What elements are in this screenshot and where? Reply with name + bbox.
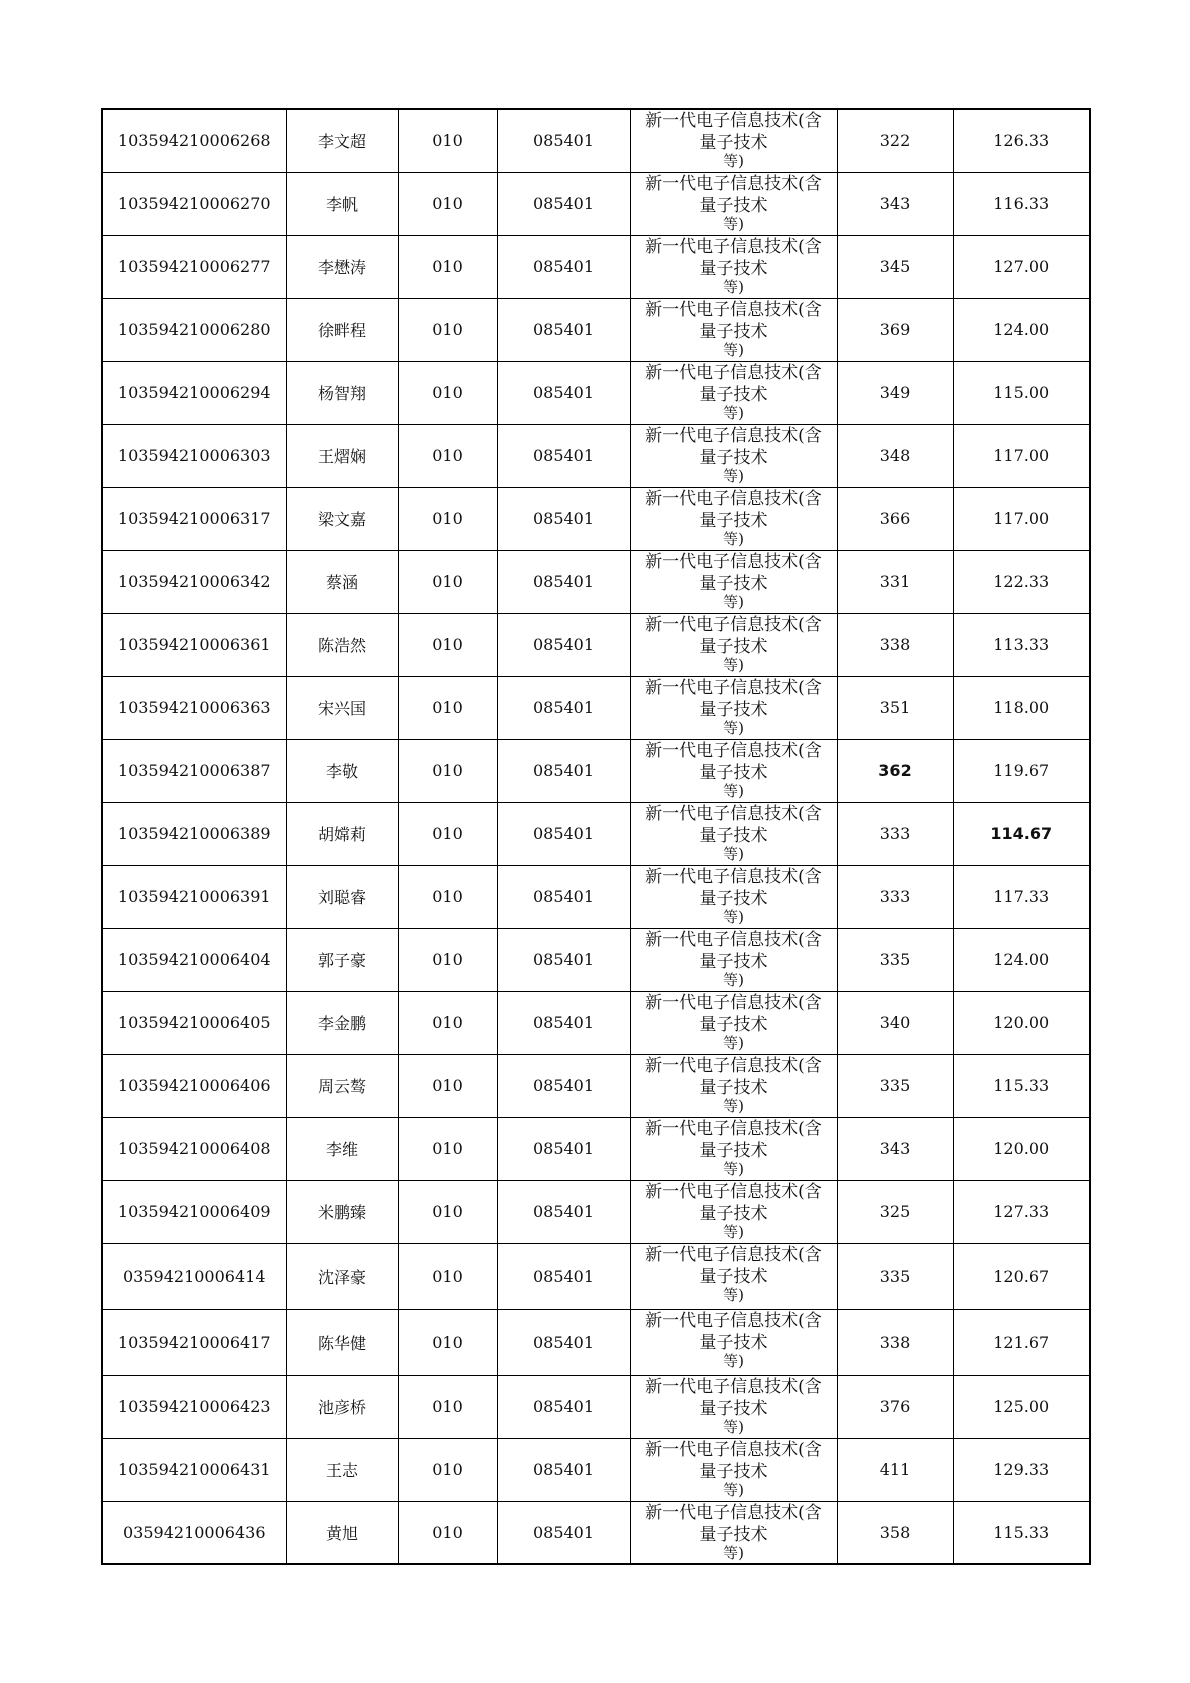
department-code-cell: 010 xyxy=(398,424,497,487)
major-name-cell xyxy=(630,865,837,928)
table-row xyxy=(102,1309,1090,1375)
candidate-name-cell: 李帆 xyxy=(286,172,398,235)
department-code-cell: 010 xyxy=(398,550,497,613)
candidate-id-cell: 103594210006294 xyxy=(102,361,286,424)
total-score-cell: 333 xyxy=(837,802,953,865)
candidate-id-cell: 103594210006361 xyxy=(102,613,286,676)
table-row xyxy=(102,172,1090,235)
candidate-id-cell: 103594210006389 xyxy=(102,802,286,865)
subject-score-cell: 120.00 xyxy=(953,991,1090,1054)
department-code-cell: 010 xyxy=(398,1243,497,1309)
major-name-line: 量子技术 xyxy=(699,258,768,279)
major-name-line: 等) xyxy=(723,466,744,485)
total-score-cell: 331 xyxy=(837,550,953,613)
candidate-id-cell: 103594210006280 xyxy=(102,298,286,361)
subject-score-cell: 121.67 xyxy=(953,1309,1090,1375)
major-name-line: 量子技术 xyxy=(699,762,768,783)
major-code-cell: 085401 xyxy=(497,739,630,802)
major-name-cell xyxy=(630,1438,837,1501)
major-name-cell xyxy=(630,1117,837,1180)
subject-score-cell: 120.67 xyxy=(953,1243,1090,1309)
candidate-name-cell: 蔡涵 xyxy=(286,550,398,613)
department-code-cell: 010 xyxy=(398,172,497,235)
subject-score-cell: 126.33 xyxy=(953,109,1090,172)
candidate-name-cell: 池彦桥 xyxy=(286,1375,398,1438)
candidate-id-cell: 103594210006303 xyxy=(102,424,286,487)
total-score-cell: 358 xyxy=(837,1501,953,1564)
major-name-line: 等) xyxy=(723,1480,744,1499)
department-code-cell: 010 xyxy=(398,1054,497,1117)
candidate-name-cell: 梁文嘉 xyxy=(286,487,398,550)
major-code-cell: 085401 xyxy=(497,1180,630,1243)
major-code-cell: 085401 xyxy=(497,424,630,487)
total-score-cell: 376 xyxy=(837,1375,953,1438)
table-row xyxy=(102,550,1090,613)
department-code-cell: 010 xyxy=(398,1501,497,1564)
major-name-cell xyxy=(630,1501,837,1564)
major-name-cell xyxy=(630,991,837,1054)
candidate-id-cell: 03594210006436 xyxy=(102,1501,286,1564)
major-name-line: 新一代电子信息技术(含 xyxy=(645,866,822,887)
major-code-cell: 085401 xyxy=(497,613,630,676)
major-name-line: 等) xyxy=(723,1543,744,1562)
candidate-name-cell: 李文超 xyxy=(286,109,398,172)
major-name-line: 等) xyxy=(723,844,744,863)
department-code-cell: 010 xyxy=(398,613,497,676)
subject-score-cell: 117.00 xyxy=(953,424,1090,487)
major-name-line: 新一代电子信息技术(含 xyxy=(645,111,822,131)
candidate-name-cell: 李敬 xyxy=(286,739,398,802)
major-name-line: 等) xyxy=(723,1351,744,1370)
major-name-line: 等) xyxy=(723,1417,744,1436)
major-code-cell: 085401 xyxy=(497,1309,630,1375)
subject-score-cell: 129.33 xyxy=(953,1438,1090,1501)
major-code-cell: 085401 xyxy=(497,361,630,424)
total-score-cell: 343 xyxy=(837,172,953,235)
major-name-line: 量子技术 xyxy=(699,321,768,342)
major-name-cell xyxy=(630,928,837,991)
major-name-line: 等) xyxy=(723,152,744,170)
candidate-name-cell: 王熠娴 xyxy=(286,424,398,487)
department-code-cell: 010 xyxy=(398,235,497,298)
major-name-line: 等) xyxy=(723,970,744,989)
total-score-cell: 369 xyxy=(837,298,953,361)
major-name-line: 等) xyxy=(723,1033,744,1052)
department-code-cell: 010 xyxy=(398,361,497,424)
table-row xyxy=(102,991,1090,1054)
total-score-cell: 340 xyxy=(837,991,953,1054)
total-score-cell: 349 xyxy=(837,361,953,424)
table-row xyxy=(102,361,1090,424)
department-code-cell: 010 xyxy=(398,1309,497,1375)
candidate-id-cell: 103594210006268 xyxy=(102,109,286,172)
table-row xyxy=(102,1375,1090,1438)
major-name-line: 量子技术 xyxy=(699,1332,768,1353)
major-name-line: 量子技术 xyxy=(699,1524,768,1545)
major-name-line: 新一代电子信息技术(含 xyxy=(645,299,822,320)
department-code-cell: 010 xyxy=(398,109,497,172)
major-name-cell xyxy=(630,298,837,361)
major-name-line: 新一代电子信息技术(含 xyxy=(645,677,822,698)
major-name-cell xyxy=(630,1180,837,1243)
candidate-name-cell: 李维 xyxy=(286,1117,398,1180)
total-score-cell: 411 xyxy=(837,1438,953,1501)
total-score-cell: 335 xyxy=(837,928,953,991)
candidate-name-cell: 李懋涛 xyxy=(286,235,398,298)
major-name-line: 新一代电子信息技术(含 xyxy=(645,236,822,257)
major-name-line: 量子技术 xyxy=(699,573,768,594)
major-name-cell xyxy=(630,172,837,235)
major-code-cell: 085401 xyxy=(497,298,630,361)
major-name-line: 量子技术 xyxy=(699,951,768,972)
major-code-cell: 085401 xyxy=(497,928,630,991)
major-code-cell: 085401 xyxy=(497,172,630,235)
major-name-line: 量子技术 xyxy=(699,1461,768,1482)
major-name-line: 等) xyxy=(723,529,744,548)
department-code-cell: 010 xyxy=(398,298,497,361)
candidate-id-cell: 103594210006317 xyxy=(102,487,286,550)
major-name-line: 新一代电子信息技术(含 xyxy=(645,1118,822,1139)
candidate-id-cell: 103594210006408 xyxy=(102,1117,286,1180)
major-code-cell: 085401 xyxy=(497,235,630,298)
major-name-line: 新一代电子信息技术(含 xyxy=(645,362,822,383)
candidate-id-cell: 103594210006409 xyxy=(102,1180,286,1243)
major-name-line: 等) xyxy=(723,277,744,296)
major-code-cell: 085401 xyxy=(497,991,630,1054)
candidate-id-cell: 103594210006406 xyxy=(102,1054,286,1117)
major-name-line: 量子技术 xyxy=(699,447,768,468)
candidate-id-cell: 103594210006423 xyxy=(102,1375,286,1438)
major-name-line: 量子技术 xyxy=(699,699,768,720)
candidate-id-cell: 103594210006342 xyxy=(102,550,286,613)
major-name-line: 量子技术 xyxy=(699,825,768,846)
major-name-cell xyxy=(630,1375,837,1438)
table-row xyxy=(102,676,1090,739)
table-row xyxy=(102,1180,1090,1243)
subject-score-cell: 118.00 xyxy=(953,676,1090,739)
major-code-cell: 085401 xyxy=(497,1054,630,1117)
major-name-line: 等) xyxy=(723,340,744,359)
total-score-cell: 333 xyxy=(837,865,953,928)
total-score-cell: 338 xyxy=(837,613,953,676)
candidate-name-cell: 李金鹏 xyxy=(286,991,398,1054)
candidate-name-cell: 胡嫦莉 xyxy=(286,802,398,865)
major-name-line: 量子技术 xyxy=(699,195,768,216)
major-name-line: 等) xyxy=(723,781,744,800)
candidate-name-cell: 郭子豪 xyxy=(286,928,398,991)
major-name-line: 量子技术 xyxy=(699,888,768,909)
candidate-id-cell: 103594210006391 xyxy=(102,865,286,928)
major-name-line: 量子技术 xyxy=(699,1398,768,1419)
major-code-cell: 085401 xyxy=(497,802,630,865)
major-name-line: 等) xyxy=(723,907,744,926)
major-name-cell xyxy=(630,1054,837,1117)
subject-score-cell: 120.00 xyxy=(953,1117,1090,1180)
department-code-cell: 010 xyxy=(398,991,497,1054)
major-code-cell: 085401 xyxy=(497,1117,630,1180)
candidate-name-cell: 沈泽豪 xyxy=(286,1243,398,1309)
major-name-cell xyxy=(630,613,837,676)
admission-score-table xyxy=(101,108,1091,1565)
major-name-line: 新一代电子信息技术(含 xyxy=(645,1181,822,1202)
candidate-name-cell: 黄旭 xyxy=(286,1501,398,1564)
department-code-cell: 010 xyxy=(398,1180,497,1243)
subject-score-cell: 113.33 xyxy=(953,613,1090,676)
subject-score-cell: 122.33 xyxy=(953,550,1090,613)
total-score-cell: 351 xyxy=(837,676,953,739)
subject-score-cell: 119.67 xyxy=(953,739,1090,802)
major-name-line: 等) xyxy=(723,1222,744,1241)
table-row xyxy=(102,865,1090,928)
subject-score-cell: 115.33 xyxy=(953,1501,1090,1564)
major-name-cell xyxy=(630,487,837,550)
subject-score-cell: 125.00 xyxy=(953,1375,1090,1438)
major-name-line: 新一代电子信息技术(含 xyxy=(645,173,822,194)
major-name-cell xyxy=(630,550,837,613)
total-score-cell: 325 xyxy=(837,1180,953,1243)
candidate-id-cell: 103594210006387 xyxy=(102,739,286,802)
candidate-name-cell: 陈华健 xyxy=(286,1309,398,1375)
candidate-name-cell: 周云骜 xyxy=(286,1054,398,1117)
major-name-line: 等) xyxy=(723,718,744,737)
major-name-line: 等) xyxy=(723,655,744,674)
major-name-line: 新一代电子信息技术(含 xyxy=(645,425,822,446)
major-name-line: 等) xyxy=(723,592,744,611)
major-code-cell: 085401 xyxy=(497,550,630,613)
subject-score-cell: 117.33 xyxy=(953,865,1090,928)
table-row xyxy=(102,1243,1090,1309)
table-row xyxy=(102,298,1090,361)
subject-score-cell: 124.00 xyxy=(953,928,1090,991)
major-code-cell: 085401 xyxy=(497,676,630,739)
major-name-line: 等) xyxy=(723,1285,744,1304)
candidate-name-cell: 王志 xyxy=(286,1438,398,1501)
major-name-cell xyxy=(630,235,837,298)
table-row xyxy=(102,928,1090,991)
major-name-line: 量子技术 xyxy=(699,1014,768,1035)
table-row xyxy=(102,424,1090,487)
candidate-id-cell: 103594210006270 xyxy=(102,172,286,235)
major-code-cell: 085401 xyxy=(497,865,630,928)
major-name-line: 等) xyxy=(723,403,744,422)
table-row xyxy=(102,739,1090,802)
candidate-id-cell: 103594210006405 xyxy=(102,991,286,1054)
subject-score-cell: 115.33 xyxy=(953,1054,1090,1117)
table-row xyxy=(102,802,1090,865)
candidate-id-cell: 103594210006417 xyxy=(102,1309,286,1375)
major-name-line: 新一代电子信息技术(含 xyxy=(645,740,822,761)
major-name-line: 新一代电子信息技术(含 xyxy=(645,551,822,572)
major-name-line: 量子技术 xyxy=(699,636,768,657)
table-row xyxy=(102,613,1090,676)
total-score-cell: 338 xyxy=(837,1309,953,1375)
department-code-cell: 010 xyxy=(398,676,497,739)
major-code-cell: 085401 xyxy=(497,1438,630,1501)
major-name-line: 新一代电子信息技术(含 xyxy=(645,929,822,950)
major-name-line: 量子技术 xyxy=(699,1203,768,1224)
major-name-line: 量子技术 xyxy=(699,1140,768,1161)
department-code-cell: 010 xyxy=(398,1117,497,1180)
candidate-name-cell: 陈浩然 xyxy=(286,613,398,676)
major-name-line: 量子技术 xyxy=(699,510,768,531)
major-name-line: 等) xyxy=(723,1159,744,1178)
major-name-line: 新一代电子信息技术(含 xyxy=(645,1244,822,1265)
major-name-line: 新一代电子信息技术(含 xyxy=(645,1055,822,1076)
candidate-name-cell: 徐畔程 xyxy=(286,298,398,361)
major-name-cell xyxy=(630,739,837,802)
major-name-line: 量子技术 xyxy=(699,1266,768,1287)
candidate-name-cell: 刘聪睿 xyxy=(286,865,398,928)
subject-score-cell: 116.33 xyxy=(953,172,1090,235)
subject-score-cell: 124.00 xyxy=(953,298,1090,361)
total-score-cell: 322 xyxy=(837,109,953,172)
major-name-line: 新一代电子信息技术(含 xyxy=(645,488,822,509)
major-code-cell: 085401 xyxy=(497,109,630,172)
total-score-cell: 366 xyxy=(837,487,953,550)
major-code-cell: 085401 xyxy=(497,1501,630,1564)
candidate-id-cell: 03594210006414 xyxy=(102,1243,286,1309)
major-code-cell: 085401 xyxy=(497,1375,630,1438)
department-code-cell: 010 xyxy=(398,865,497,928)
candidate-name-cell: 米鹏臻 xyxy=(286,1180,398,1243)
total-score-cell: 335 xyxy=(837,1054,953,1117)
major-name-cell xyxy=(630,109,837,172)
candidate-name-cell: 宋兴国 xyxy=(286,676,398,739)
candidate-id-cell: 103594210006363 xyxy=(102,676,286,739)
department-code-cell: 010 xyxy=(398,1375,497,1438)
table-row xyxy=(102,1117,1090,1180)
major-name-cell xyxy=(630,424,837,487)
subject-score-cell: 115.00 xyxy=(953,361,1090,424)
department-code-cell: 010 xyxy=(398,487,497,550)
total-score-cell: 348 xyxy=(837,424,953,487)
total-score-cell: 362 xyxy=(837,739,953,802)
candidate-name-cell: 杨智翔 xyxy=(286,361,398,424)
major-name-cell xyxy=(630,676,837,739)
department-code-cell: 010 xyxy=(398,802,497,865)
major-code-cell: 085401 xyxy=(497,1243,630,1309)
department-code-cell: 010 xyxy=(398,1438,497,1501)
major-name-line: 新一代电子信息技术(含 xyxy=(645,1310,822,1331)
major-name-line: 新一代电子信息技术(含 xyxy=(645,803,822,824)
candidate-id-cell: 103594210006277 xyxy=(102,235,286,298)
major-name-line: 新一代电子信息技术(含 xyxy=(645,1439,822,1460)
candidate-id-cell: 103594210006431 xyxy=(102,1438,286,1501)
major-name-cell xyxy=(630,1243,837,1309)
subject-score-cell: 127.00 xyxy=(953,235,1090,298)
major-name-line: 量子技术 xyxy=(699,133,768,153)
total-score-cell: 343 xyxy=(837,1117,953,1180)
major-name-cell xyxy=(630,361,837,424)
major-name-line: 量子技术 xyxy=(699,384,768,405)
table-row xyxy=(102,1501,1090,1564)
major-name-cell xyxy=(630,1309,837,1375)
major-name-line: 等) xyxy=(723,214,744,233)
table-row xyxy=(102,487,1090,550)
table-row xyxy=(102,109,1090,172)
major-name-line: 新一代电子信息技术(含 xyxy=(645,1376,822,1397)
subject-score-cell: 117.00 xyxy=(953,487,1090,550)
candidate-id-cell: 103594210006404 xyxy=(102,928,286,991)
major-name-line: 量子技术 xyxy=(699,1077,768,1098)
major-name-line: 等) xyxy=(723,1096,744,1115)
table-row xyxy=(102,1054,1090,1117)
major-name-cell xyxy=(630,802,837,865)
department-code-cell: 010 xyxy=(398,739,497,802)
major-name-line: 新一代电子信息技术(含 xyxy=(645,1502,822,1523)
major-code-cell: 085401 xyxy=(497,487,630,550)
table-row xyxy=(102,235,1090,298)
subject-score-cell: 127.33 xyxy=(953,1180,1090,1243)
total-score-cell: 335 xyxy=(837,1243,953,1309)
table-row xyxy=(102,1438,1090,1501)
department-code-cell: 010 xyxy=(398,928,497,991)
subject-score-cell: 114.67 xyxy=(953,802,1090,865)
major-name-line: 新一代电子信息技术(含 xyxy=(645,614,822,635)
major-name-line: 新一代电子信息技术(含 xyxy=(645,992,822,1013)
total-score-cell: 345 xyxy=(837,235,953,298)
